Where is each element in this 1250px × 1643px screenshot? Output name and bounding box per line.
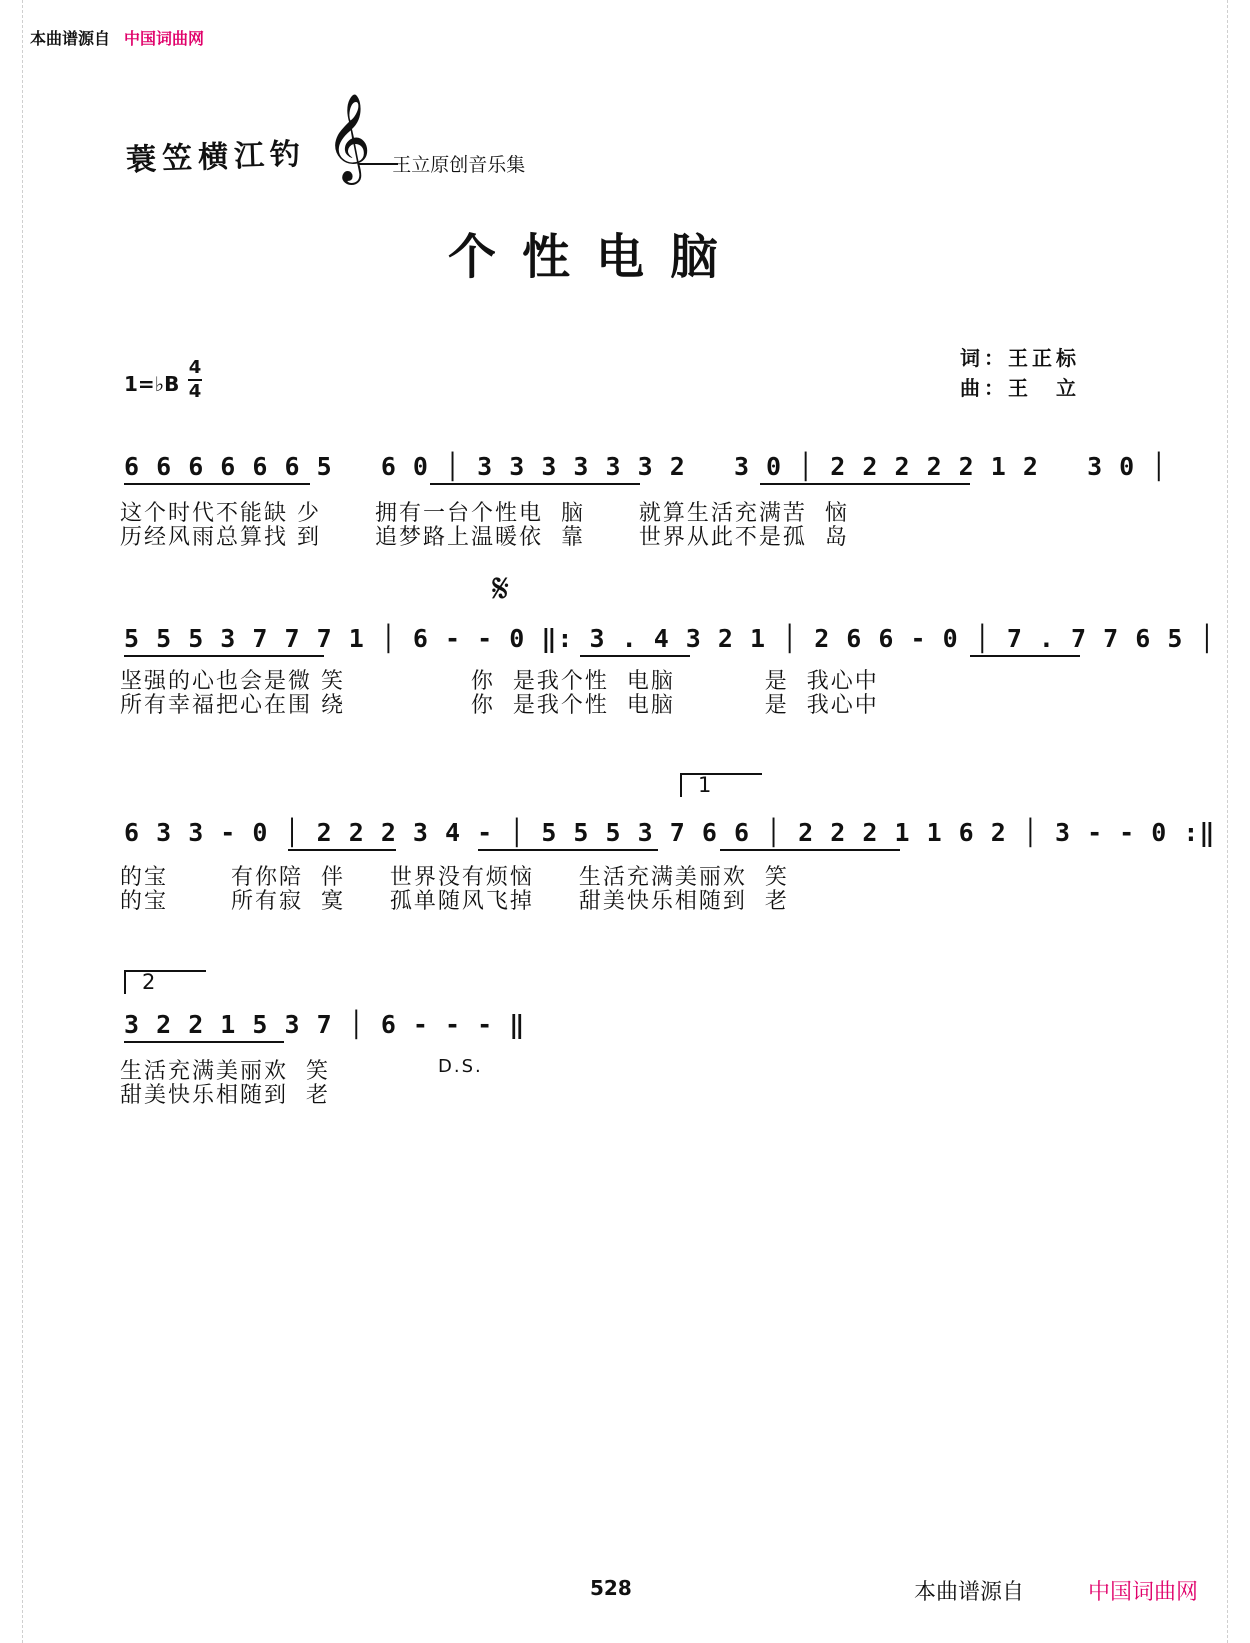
lyric-verse-2: 的宝 所有寂 寞 孤单随风飞掉 甜美快乐相随到 老 xyxy=(120,889,789,914)
collection-name: 蓑笠横江钓 xyxy=(125,136,307,179)
credits xyxy=(960,343,1080,403)
beam xyxy=(580,655,690,657)
beam xyxy=(288,849,396,851)
lyric-verse-1: 生活充满美丽欢 笑 xyxy=(120,1059,330,1084)
page-number: 528 xyxy=(590,1576,632,1600)
treble-clef-icon: 𝄞 xyxy=(326,92,371,181)
lyric-verse-1: 的宝 有你陪 伴 世界没有烦恼 生活充满美丽欢 笑 xyxy=(120,865,789,890)
beam xyxy=(124,1041,284,1043)
time-signature-top: 4 xyxy=(188,357,202,381)
collection-subtitle-text: 王立原创音乐集 xyxy=(392,154,526,176)
beam xyxy=(124,655,324,657)
right-margin-strip xyxy=(1227,0,1250,1643)
time-signature-bottom: 4 xyxy=(188,381,202,402)
left-margin-strip xyxy=(0,0,23,1643)
header-source-label: 本曲谱源自 xyxy=(30,29,111,48)
collection-subtitle xyxy=(356,150,525,177)
notes-line: 5 5 5 3 7 7 7 1 │ 6 - - 0 ‖: 3 . 4 3 2 1 │ 2 6 6 - 0 │ 7 . 7 7 6 5 │ xyxy=(124,624,1216,653)
header-source xyxy=(30,26,204,49)
beam xyxy=(478,849,658,851)
time-signature xyxy=(188,357,202,403)
first-ending-bracket xyxy=(680,773,762,797)
header-source-site[interactable]: 中国词曲网 xyxy=(124,29,205,48)
lyricist: 词：王正标 xyxy=(960,346,1080,370)
second-ending-number: 2 xyxy=(142,970,156,994)
segno-icon: 𝄋 xyxy=(492,566,510,612)
dal-segno-mark: D.S. xyxy=(438,1056,483,1077)
first-ending-number: 1 xyxy=(698,773,712,797)
second-ending-bracket xyxy=(124,970,206,994)
notes-line: 6 3 3 - 0 │ 2 2 2 3 4 - │ 5 5 5 3 7 6 6 │ 2 2 2 1 1 6 2 │ 3 - - 0 :‖ xyxy=(124,818,1216,847)
beam xyxy=(970,655,1080,657)
beam xyxy=(124,483,310,485)
composer: 曲：王 立 xyxy=(960,376,1080,400)
lyric-verse-1: 坚强的心也会是微 笑 你 是我个性 电脑 是 我心中 xyxy=(120,669,879,694)
key-signature: 1=♭B xyxy=(124,372,180,396)
footer-source-label: 本曲谱源自 xyxy=(914,1580,1025,1605)
lyric-verse-2: 所有幸福把心在围 绕 你 是我个性 电脑 是 我心中 xyxy=(120,693,879,718)
notes-line: 3 2 2 1 5 3 7 │ 6 - - - ‖ xyxy=(124,1010,526,1039)
beam xyxy=(720,849,900,851)
beam xyxy=(430,483,640,485)
beam xyxy=(760,483,970,485)
lyric-verse-2: 历经风雨总算找 到 追梦路上温暖依 靠 世界从此不是孤 岛 xyxy=(120,525,849,550)
footer-source-site[interactable]: 中国词曲网 xyxy=(1088,1580,1199,1605)
song-title: 个性电脑 xyxy=(448,229,745,285)
lyric-verse-2: 甜美快乐相随到 老 xyxy=(120,1083,330,1108)
notes-line: 6 6 6 6 6 6 5 6 0 │ 3 3 3 3 3 3 2 3 0 │ 2 2 2 2 2 1 2 3 0 │ xyxy=(124,452,1168,481)
lyric-verse-1: 这个时代不能缺 少 拥有一台个性电 脑 就算生活充满苦 恼 xyxy=(120,501,849,526)
